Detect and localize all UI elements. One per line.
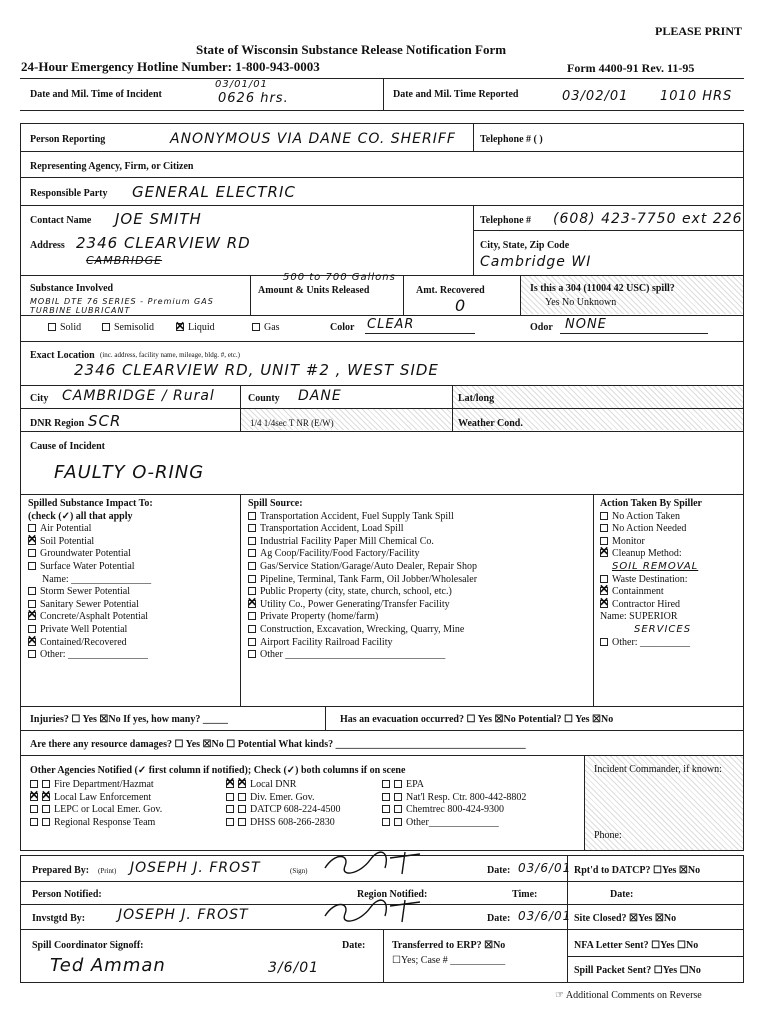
spill-304-options[interactable]: Yes No Unknown: [545, 297, 617, 308]
agencies-title: Other Agencies Notified (✓ first column if notified); Check (✓) both columns if on scene: [30, 765, 406, 776]
exact-location-value: 2346 CLEARVIEW RD, UNIT #2 , WEST SIDE: [74, 361, 439, 379]
responsible-party-label: Responsible Party: [30, 188, 108, 199]
contact-telephone-label: Telephone #: [480, 215, 532, 226]
impact-storm-sewer[interactable]: Storm Sewer Potential: [28, 586, 236, 599]
dnr-region-value: SCR: [88, 412, 122, 430]
commander-label: Incident Commander, if known:: [594, 764, 722, 775]
agency-datcp[interactable]: DATCP 608-224-4500: [226, 804, 340, 817]
person-reporting-label: Person Reporting: [30, 134, 106, 145]
contact-telephone-value: (608) 423-7750 ext 226: [553, 211, 743, 227]
source-transport-fuel[interactable]: Transportation Accident, Fuel Supply Tank Spill: [248, 511, 590, 524]
investigated-date-value: 03/6/01: [518, 909, 572, 923]
liquid-checkbox[interactable]: ✕ Liquid: [176, 322, 215, 333]
action-contractor-hired[interactable]: ✕Contractor Hired: [600, 599, 742, 612]
resource-damage-question[interactable]: Are there any resource damages? ☐ Yes ☒No ☐ Potential What kinds? ______________________________________: [30, 739, 526, 750]
source-industrial[interactable]: Industrial Facility Paper Mill Chemical Co.: [248, 536, 590, 549]
impact-sanitary-sewer[interactable]: Sanitary Sewer Potential: [28, 599, 236, 612]
action-containment[interactable]: ✕Containment: [600, 586, 742, 599]
impact-other[interactable]: Other: ________________: [28, 649, 236, 662]
commander-phone-label: Phone:: [594, 830, 622, 841]
latlong-label: Lat/long: [458, 393, 495, 404]
spill-source-column: Spill Source: Transportation Accident, Fuel Supply Tank Spill Transportation Accident, Load Spill Industrial Facility Paper Mill Chemical Co. Ag Coop/Facility/Food Factory/Facility Gas/Service Station/Garage/Auto Dealer, Repair Shop Pipeline, Terminal, Tank Farm, Oil Jobber/Wholesaler Public Property (city, state, church, school, etc.) ✕Utility Co., Power Generating/Transfer Facility Private Property (home/farm) Construction, Excavation, Wrecking, Quarry, Mine Airport Facility Railroad Facility Other ________________________________: [248, 498, 590, 662]
source-gas-station[interactable]: Gas/Service Station/Garage/Auto Dealer, Repair Shop: [248, 561, 590, 574]
city-state-zip-label: City, State, Zip Code: [480, 240, 570, 251]
coordinator-signoff-label: Spill Coordinator Signoff:: [32, 940, 144, 951]
impact-air[interactable]: Air Potential: [28, 523, 236, 536]
evacuation-question[interactable]: Has an evacuation occurred? ☐ Yes ☒No Potential? ☐ Yes ☒No: [340, 714, 614, 725]
prepared-date-value: 03/6/01: [518, 861, 572, 875]
agency-nrc[interactable]: Nat'l Resp. Ctr. 800-442-8802: [382, 792, 526, 805]
gas-checkbox[interactable]: Gas: [252, 322, 280, 333]
investigated-date-label: Date:: [487, 913, 511, 924]
action-monitor[interactable]: Monitor: [600, 536, 742, 549]
prepared-by-label: Prepared By:: [32, 865, 90, 876]
agency-dhss[interactable]: DHSS 608-266-2830: [226, 817, 340, 830]
prepared-signature: [320, 850, 430, 876]
incident-date-value: 03/01/01: [215, 79, 268, 90]
injuries-question[interactable]: Injuries? ☐ Yes ☒No If yes, how many? _____: [30, 714, 228, 725]
exact-location-hint: (inc. address, facility name, mileage, bldg. #, etc.): [100, 351, 240, 359]
notified-date-label: Date:: [610, 889, 634, 900]
site-closed-question[interactable]: Site Closed? ☒Yes ☒No: [574, 913, 677, 924]
agency-lepc[interactable]: LEPC or Local Emer. Gov.: [30, 804, 162, 817]
impact-concrete[interactable]: ✕Concrete/Asphalt Potential: [28, 611, 236, 624]
form-title: State of Wisconsin Substance Release Notification Form: [196, 42, 507, 57]
erp-question[interactable]: Transferred to ERP? ☒No: [392, 940, 506, 951]
agency-other[interactable]: Other______________: [382, 817, 526, 830]
prepared-sign-hint: (Sign): [290, 867, 308, 875]
person-notified-label: Person Notified:: [32, 889, 102, 900]
semisolid-checkbox[interactable]: Semisolid: [102, 322, 154, 333]
color-label: Color: [330, 322, 355, 333]
agency-rrt[interactable]: Regional Response Team: [30, 817, 162, 830]
color-value: CLEAR: [367, 317, 415, 332]
action-column: Action Taken By Spiller No Action Taken No Action Needed Monitor ✕Cleanup Method: SOIL REMOVAL Waste Destination: ✕Containment ✕Contractor Hired Name: SUPERIOR SERVICES Other: __________: [600, 498, 742, 649]
cause-label: Cause of Incident: [30, 441, 106, 452]
city-value: CAMBRIDGE / Rural: [62, 388, 215, 404]
investigated-by-label: Invstgtd By:: [32, 913, 86, 924]
solid-checkbox[interactable]: Solid: [48, 322, 81, 333]
source-other[interactable]: Other ________________________________: [248, 649, 590, 662]
substance-value: MOBIL DTE 76 SERIES - Premium GAS TURBINE LUBRICANT: [30, 297, 214, 315]
reported-date-value: 03/02/01: [562, 89, 629, 104]
investigated-by-value: JOSEPH J. FROST: [118, 907, 249, 923]
source-construction[interactable]: Construction, Excavation, Wrecking, Quarry, Mine: [248, 624, 590, 637]
substance-label: Substance Involved: [30, 283, 114, 294]
source-airport[interactable]: Airport Facility Railroad Facility: [248, 637, 590, 650]
person-reporting-value: ANONYMOUS VIA DANE CO. SHERIFF: [170, 131, 456, 147]
agency-epa[interactable]: EPA: [382, 779, 526, 792]
contact-name-value: JOE SMITH: [115, 210, 202, 228]
reported-time-value: 1010 HRS: [660, 89, 733, 104]
cause-value: FAULTY O-RING: [54, 462, 205, 483]
city-label: City: [30, 393, 49, 404]
spill-304-label: Is this a 304 (11004 42 USC) spill?: [530, 283, 675, 294]
coordinator-name: Ted Amman: [50, 955, 166, 976]
odor-label: Odor: [530, 322, 553, 333]
action-waste-destination[interactable]: Waste Destination:: [600, 574, 742, 587]
city-state-zip-value: Cambridge WI: [480, 254, 592, 270]
impact-contained[interactable]: ✕Contained/Recovered: [28, 637, 236, 650]
source-ag-coop[interactable]: Ag Coop/Facility/Food Factory/Facility: [248, 548, 590, 561]
additional-comments-note: ☞ Additional Comments on Reverse: [555, 990, 702, 1001]
representing-label: Representing Agency, Firm, or Citizen: [30, 161, 194, 172]
prepared-date-label: Date:: [487, 865, 511, 876]
exact-location-label: Exact Location: [30, 350, 95, 361]
please-print-note: PLEASE PRINT: [655, 24, 743, 38]
region-notified-label: Region Notified:: [357, 889, 428, 900]
hand-pointer-icon: ☞: [555, 990, 566, 1001]
source-utility[interactable]: ✕Utility Co., Power Generating/Transfer Facility: [248, 599, 590, 612]
address-label: Address: [30, 240, 65, 251]
erp-case[interactable]: ☐Yes; Case # ___________: [392, 955, 506, 966]
action-other[interactable]: Other: __________: [600, 637, 742, 650]
nfa-letter-question[interactable]: NFA Letter Sent? ☐Yes ☐No: [574, 940, 699, 951]
county-value: DANE: [298, 388, 342, 404]
hotline-number: 24-Hour Emergency Hotline Number: 1-800-943-0003: [21, 59, 320, 74]
incident-date-label: Date and Mil. Time of Incident: [30, 89, 162, 100]
agencies-col3: [382, 779, 526, 829]
prepared-print-hint: (Print): [98, 867, 117, 875]
agency-local-dnr[interactable]: ✕✕Local DNR: [226, 779, 340, 792]
coordinator-date-label: Date:: [342, 940, 366, 951]
reported-date-label: Date and Mil. Time Reported: [393, 89, 519, 100]
contractor-name-2: SERVICES: [634, 623, 692, 635]
amount-released-label: Amount & Units Released: [258, 285, 370, 296]
source-private-property[interactable]: Private Property (home/farm): [248, 611, 590, 624]
person-telephone-label: Telephone # ( ): [480, 134, 543, 145]
agency-chemtrec[interactable]: Chemtrec 800-424-9300: [382, 804, 526, 817]
odor-value: NONE: [565, 317, 607, 332]
dnr-region-label: DNR Region: [30, 418, 85, 429]
action-no-action-needed[interactable]: No Action Needed: [600, 523, 742, 536]
contact-name-label: Contact Name: [30, 215, 92, 226]
action-cleanup-method[interactable]: ✕Cleanup Method:: [600, 548, 742, 561]
impact-soil[interactable]: ✕Soil Potential: [28, 536, 236, 549]
address-value: 2346 CLEARVIEW RD: [76, 234, 251, 252]
agencies-col2: [226, 779, 340, 829]
cleanup-method-value: SOIL REMOVAL: [612, 560, 699, 572]
source-pipeline[interactable]: Pipeline, Terminal, Tank Farm, Oil Jobber/Wholesaler: [248, 574, 590, 587]
impact-column: Spilled Substance Impact To: (check (✓) all that apply Air Potential ✕Soil Potential Groundwater Potential Surface Water Potential Name: ________________ Storm Sewer Potential Sanitary Sewer Potential ✕Concrete/Asphalt Potential Private Well Potential ✕Contained/Recovered Other: ________________: [28, 498, 236, 662]
impact-surface-water[interactable]: Surface Water Potential: [28, 561, 236, 574]
prepared-by-value: JOSEPH J. FROST: [130, 860, 261, 876]
source-transport-load[interactable]: Transportation Accident, Load Spill: [248, 523, 590, 536]
source-public-property[interactable]: Public Property (city, state, church, school, etc.): [248, 586, 590, 599]
amount-recovered-label: Amt. Recovered: [416, 285, 485, 296]
agencies-col1: [30, 779, 162, 829]
investigated-signature: [320, 898, 430, 924]
incident-time-value: 0626 hrs.: [218, 91, 289, 106]
notified-time-label: Time:: [512, 889, 538, 900]
agency-fire[interactable]: Fire Department/Hazmat: [30, 779, 162, 792]
impact-groundwater[interactable]: Groundwater Potential: [28, 548, 236, 561]
contractor-name: Name: SUPERIOR: [600, 611, 678, 623]
section-township-label: 1/4 1/4sec T NR (E/W): [250, 418, 334, 428]
impact-private-well[interactable]: Private Well Potential: [28, 624, 236, 637]
agency-law[interactable]: ✕✕Local Law Enforcement: [30, 792, 162, 805]
coordinator-date-value: 3/6/01: [268, 960, 320, 976]
address-struck-value: CAMBRIDGE: [86, 254, 163, 267]
action-no-action-taken[interactable]: No Action Taken: [600, 511, 742, 524]
agency-div-emer[interactable]: Div. Emer. Gov.: [226, 792, 340, 805]
responsible-party-value: GENERAL ELECTRIC: [132, 183, 296, 201]
datcp-question[interactable]: Rpt'd to DATCP? ☐Yes ☒No: [574, 865, 701, 876]
form-number: Form 4400-91 Rev. 11-95: [567, 61, 695, 75]
county-label: County: [248, 393, 280, 404]
spill-packet-question[interactable]: Spill Packet Sent? ☐Yes ☐No: [574, 965, 701, 976]
impact-surface-name: Name: ________________: [42, 573, 152, 585]
weather-label: Weather Cond.: [458, 418, 523, 429]
amount-recovered-value: 0: [455, 296, 467, 315]
amount-released-value: 500 to 700 Gallons: [283, 272, 396, 283]
